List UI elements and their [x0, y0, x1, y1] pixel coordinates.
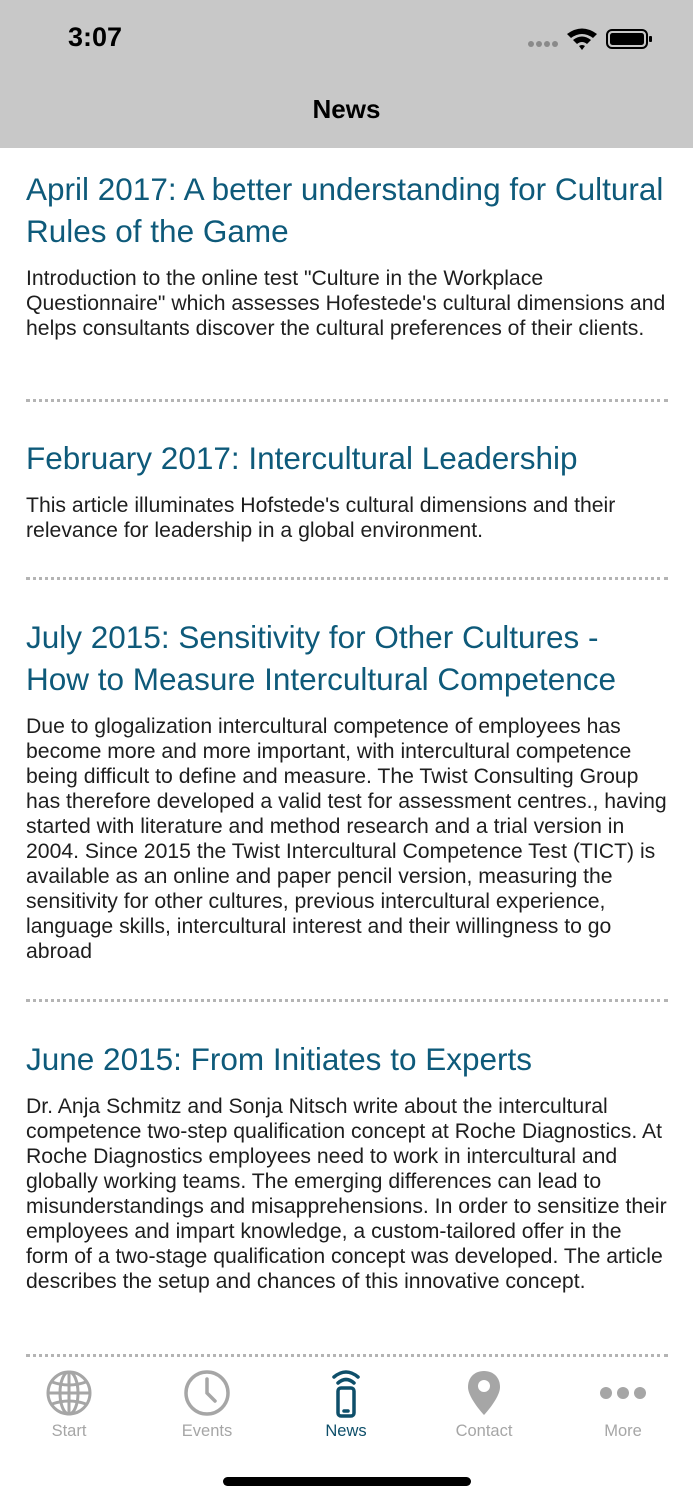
- divider: [26, 999, 668, 1002]
- signal-icon: [528, 41, 558, 47]
- tab-label: News: [325, 1422, 367, 1440]
- tab-label: Events: [181, 1422, 233, 1440]
- tab-label: More: [604, 1422, 642, 1440]
- divider: [26, 399, 668, 402]
- tab-label: Start: [51, 1422, 87, 1440]
- news-article[interactable]: [26, 616, 668, 964]
- globe-icon: [44, 1368, 94, 1418]
- tab-label: Contact: [455, 1422, 513, 1440]
- article-summary: This article illuminates Hofstede's cultural dimensions and their relevance for leadership in a global environment.: [26, 494, 616, 542]
- battery-icon: [607, 30, 652, 48]
- tab-start[interactable]: [0, 1368, 138, 1441]
- tab-events[interactable]: [138, 1368, 276, 1441]
- news-article[interactable]: [26, 168, 668, 341]
- location-pin-icon: [459, 1368, 509, 1418]
- tab-more[interactable]: [554, 1368, 692, 1441]
- broadcast-phone-icon: [321, 1368, 371, 1418]
- divider: [26, 577, 668, 580]
- clock-icon: [182, 1368, 232, 1418]
- top-bar: [0, 0, 693, 148]
- tab-contact[interactable]: [415, 1368, 553, 1441]
- article-title[interactable]: February 2017: Intercultural Leadership: [26, 440, 578, 476]
- status-time: 3:07: [68, 22, 123, 52]
- more-dots-icon: [598, 1368, 648, 1418]
- article-title[interactable]: June 2015: From Initiates to Experts: [26, 1041, 532, 1077]
- page-title: News: [312, 94, 381, 124]
- news-list[interactable]: [0, 148, 693, 1358]
- article-title[interactable]: July 2015: Sensitivity for Other Cultures - How to Measure Intercultural Competence: [26, 619, 617, 697]
- status-icons: [527, 26, 657, 52]
- article-title[interactable]: April 2017: A better understanding for Cultural Rules of the Game: [26, 171, 664, 249]
- tab-news[interactable]: [277, 1368, 415, 1441]
- wifi-icon: [567, 29, 597, 51]
- news-article[interactable]: [26, 1038, 668, 1294]
- article-summary: Dr. Anja Schmitz and Sonja Nitsch write about the intercultural competence two-step qualification concept at Roche Diagnostics. At Roche Diagnostics employees need to work in intercultural and globally working teams. The emerging differences can lead to misunderstandings and misapprehensions. In order to sensitize their employees and impart knowledge, a custom-tailored offer in the form of a two-stage qualification concept was developed. The article describes the setup and chances of this innovative concept.: [26, 1095, 667, 1293]
- article-summary: Introduction to the online test "Culture in the Workplace Questionnaire" which assesses Hofestede's cultural dimensions and helps consultants discover the cultural preferences of their clients.: [26, 267, 666, 340]
- article-summary: Due to glogalization intercultural competence of employees has become more and more important, with intercultural competence being difficult to define and measure. The Twist Consulting Group has therefore developed a valid test for assessment centres., having started with literature and method research and a trial version in 2004. Since 2015 the Twist Intercultural Competence Test (TICT) is available as an online and paper pencil version, measuring the sensitivity for other cultures, previous intercultural experience, language skills, intercultural interest and their willingness to go abroad: [26, 715, 667, 963]
- home-indicator[interactable]: [223, 1477, 471, 1486]
- divider: [26, 1354, 668, 1357]
- news-article[interactable]: [26, 437, 668, 543]
